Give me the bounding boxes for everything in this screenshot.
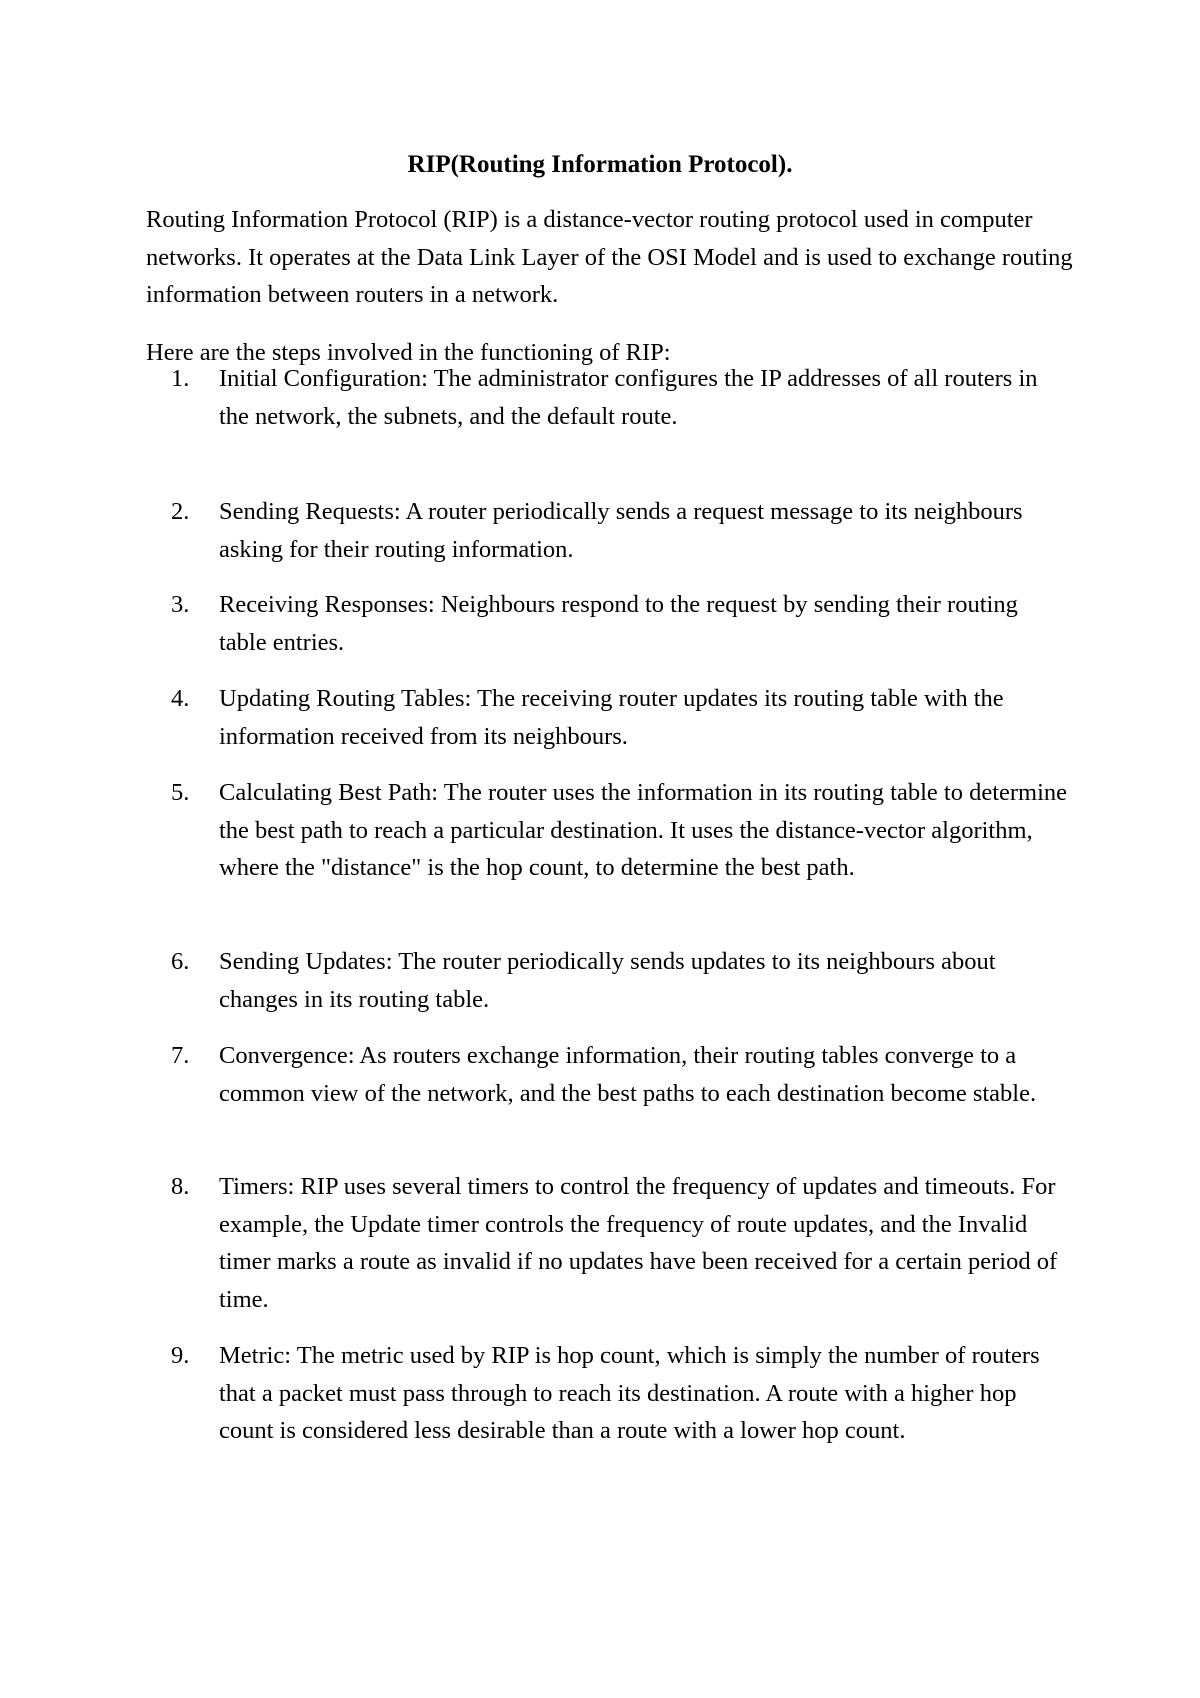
- list-item: [171, 680, 1071, 755]
- step-number: 2.: [171, 498, 190, 525]
- step-number: 7.: [171, 1042, 190, 1069]
- step-text: Convergence: As routers exchange information, their routing tables converge to a common view of the network, and the best paths to each destination become stable.: [219, 1042, 1037, 1107]
- steps-lead-paragraph: Here are the steps involved in the functioning of RIP:: [146, 339, 671, 366]
- step-number: 9.: [171, 1342, 190, 1369]
- list-item: [171, 586, 1071, 661]
- list-item: [171, 1168, 1071, 1318]
- step-text: Timers: RIP uses several timers to control the frequency of updates and timeouts. For example, the Update timer controls the frequency of route updates, and the Invalid timer marks a route as invalid if no updates have been received for a certain period of time.: [219, 1173, 1058, 1313]
- list-item: [171, 493, 1071, 568]
- step-number: 3.: [171, 591, 190, 618]
- step-number: 8.: [171, 1173, 190, 1200]
- step-text: Metric: The metric used by RIP is hop count, which is simply the number of routers that a packet must pass through to reach its destination. A route with a higher hop count is considered less desirable than a route with a lower hop count.: [219, 1342, 1040, 1444]
- list-item: [171, 943, 1071, 1018]
- document-title: RIP(Routing Information Protocol).: [407, 151, 793, 178]
- step-number: 6.: [171, 948, 190, 975]
- step-number: 5.: [171, 779, 190, 806]
- list-item: [171, 360, 1071, 435]
- step-number: 1.: [171, 365, 190, 392]
- intro-paragraph: Routing Information Protocol (RIP) is a distance-vector routing protocol used in computer networks. It operates at the Data Link Layer of the OSI Model and is used to exchange routing information between routers in a network.: [146, 206, 1073, 308]
- step-text: Receiving Responses: Neighbours respond to the request by sending their routing table entries.: [219, 591, 1018, 656]
- step-text: Calculating Best Path: The router uses the information in its routing table to determine the best path to reach a particular destination. It uses the distance-vector algorithm, where the "distance" is the hop count, to determine the best path.: [219, 779, 1068, 881]
- step-text: Updating Routing Tables: The receiving router updates its routing table with the information received from its neighbours.: [219, 685, 1004, 750]
- step-text: Sending Updates: The router periodically sends updates to its neighbours about changes in its routing table.: [219, 948, 996, 1013]
- list-item: [171, 1337, 1071, 1450]
- list-item: [171, 774, 1071, 887]
- step-text: Initial Configuration: The administrator configures the IP addresses of all routers in the network, the subnets, and the default route.: [219, 365, 1038, 430]
- step-text: Sending Requests: A router periodically sends a request message to its neighbours asking for their routing information.: [219, 498, 1023, 563]
- list-item: [171, 1037, 1071, 1112]
- step-number: 4.: [171, 685, 190, 712]
